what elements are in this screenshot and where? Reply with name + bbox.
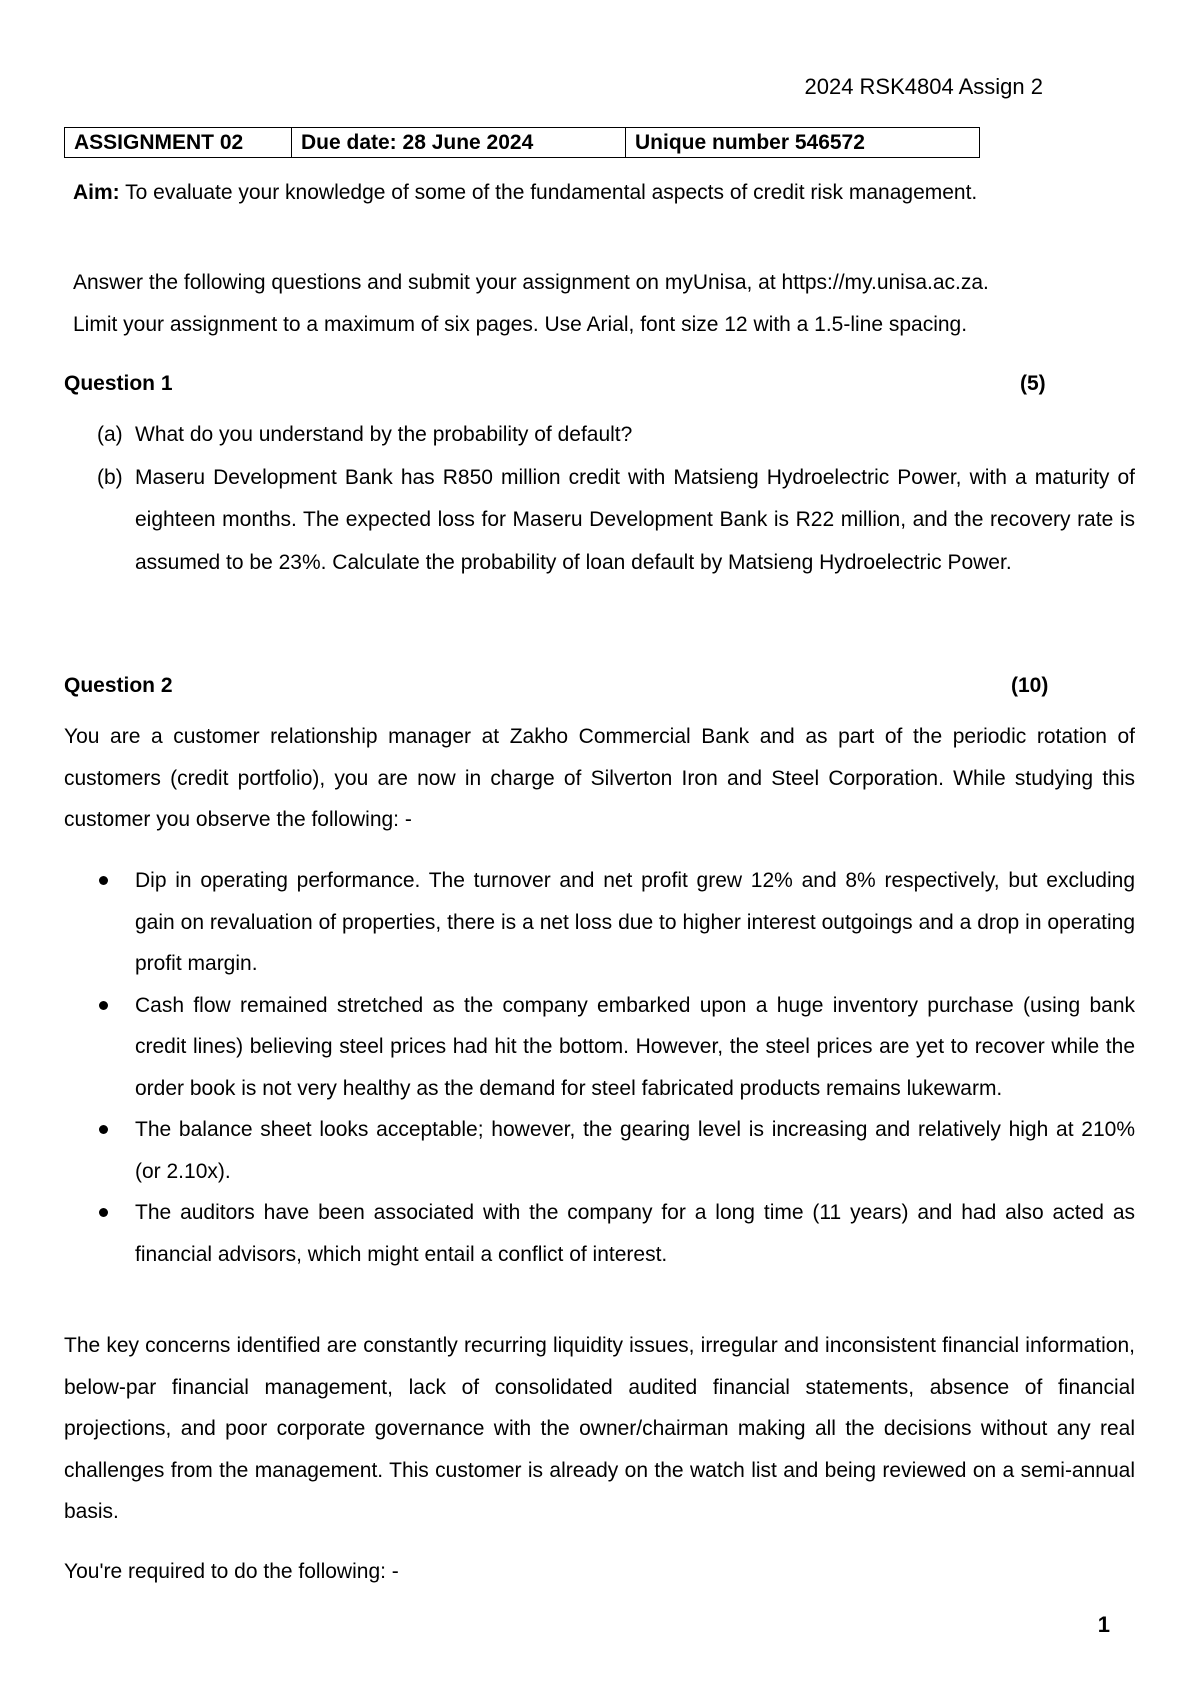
assignment-info-row (65, 128, 980, 158)
key-concerns-paragraph: The key concerns identified are constantly recurring liquidity issues, irregular and inconsistent financial information, below-par financial management, lack of consolidated audited financial statements, absence of financial projections, and poor corporate governance with the owner/chairman making all the decisions without any real challenges from the management. This customer is already on the watch list and being reviewed on a semi-annual basis. (64, 1334, 1135, 1523)
observation-item (97, 1109, 1135, 1192)
question-2-marks: (10) (1011, 674, 1049, 697)
page-number: 1 (1097, 1612, 1110, 1637)
assignment-info-table (64, 127, 980, 158)
observation-item (97, 860, 1135, 985)
question-1-items (97, 414, 1135, 584)
question-2-observations (97, 860, 1135, 1275)
bullet-icon (99, 1208, 108, 1217)
instructions-line-1: Answer the following questions and submit your assignment on myUnisa, at https://my.unisa.ac.za. (73, 271, 989, 294)
question-2-intro: You are a customer relationship manager at Zakho Commercial Bank and as part of the periodic rotation of customers (credit portfolio), you are now in charge of Silverton Iron and Steel Corporation. While studying this customer you observe the following: - (64, 725, 1135, 831)
instructions (73, 262, 1131, 346)
question-1-title: Question 1 (64, 372, 173, 395)
question-1-item-a (97, 414, 1135, 457)
observation-text: The balance sheet looks acceptable; however, the gearing level is increasing and relatively high at 210% (or 2.10x). (135, 1118, 1135, 1183)
question-1-item-a-text: What do you understand by the probability of default? (135, 423, 633, 446)
observation-item (97, 985, 1135, 1110)
question-1-item-b-label: (b) (97, 465, 123, 489)
bullet-icon (99, 876, 108, 885)
observation-item (97, 1192, 1135, 1275)
unique-number: Unique number 546572 (626, 128, 980, 158)
question-1-item-a-label: (a) (97, 423, 123, 446)
observation-text: Dip in operating performance. The turnover and net profit grew 12% and 8% respectively, but excluding gain on revaluation of properties, there is a net loss due to higher interest outgoings and a drop in operating profit margin. (135, 869, 1135, 975)
due-date: Due date: 28 June 2024 (292, 128, 626, 158)
required-tasks-intro: You're required to do the following: - (64, 1560, 399, 1583)
aim-label: Aim: (73, 181, 120, 204)
instructions-line-2: Limit your assignment to a maximum of six pages. Use Arial, font size 12 with a 1.5-line spacing. (73, 313, 968, 336)
bullet-icon (99, 1125, 108, 1134)
bullet-icon (99, 1001, 108, 1010)
question-1-item-b-text: Maseru Development Bank has R850 million credit with Matsieng Hydroelectric Power, with a maturity of eighteen months. The expected loss for Maseru Development Bank is R22 million, and the recovery rate is assumed to be 23%. Calculate the probability of loan default by Matsieng Hydroelectric Power. (135, 465, 1135, 574)
question-1-item-b (97, 457, 1135, 585)
observation-text: The auditors have been associated with the company for a long time (11 years) and had also acted as financial advisors, which might entail a conflict of interest. (135, 1201, 1135, 1266)
aim-statement (73, 181, 1131, 205)
observation-text: Cash flow remained stretched as the company embarked upon a huge inventory purchase (using bank credit lines) believing steel prices had hit the bottom. However, the steel prices are yet to recover while the order book is not very healthy as the demand for steel fabricated products remains lukewarm. (135, 993, 1135, 1100)
aim-text: To evaluate your knowledge of some of the fundamental aspects of credit risk management. (119, 181, 978, 204)
question-1-marks: (5) (1020, 372, 1046, 395)
course-reference: 2024 RSK4804 Assign 2 (804, 74, 1043, 99)
question-2-title: Question 2 (64, 674, 173, 697)
assignment-number: ASSIGNMENT 02 (65, 128, 292, 158)
